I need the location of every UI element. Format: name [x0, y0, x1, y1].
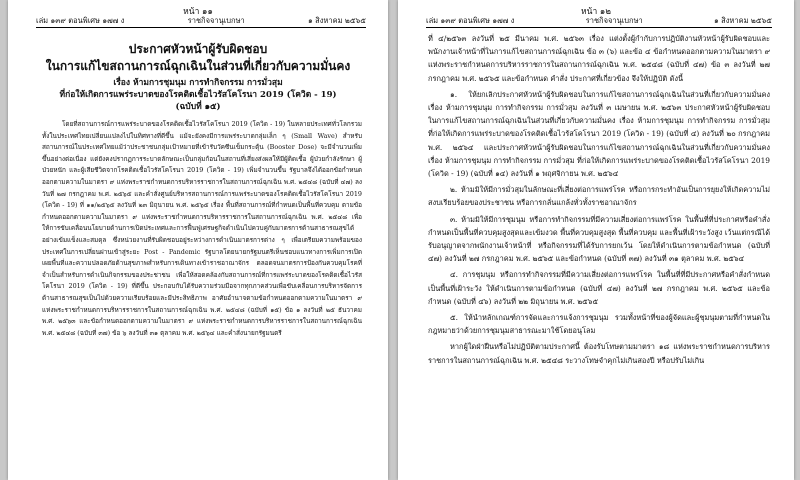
- paragraph: ๔. การชุมนุม หรือการทำกิจกรรมที่มีความเสี่ยงต่อการแพร่โรค ในพื้นที่ที่มีประกาศหรือคำสั่งกำหนดเป็นพื้นที่เฝ้าระวัง ให้ดำเนินการตามข้อกำหนด (ฉบับที่ ๔๗) ลงวันที่ ๒๗ กรกฎาคม พ.ศ. ๒๕๖๕ และข้อกำหนด (ฉบับที่ ๔๖) ลงวันที่ ๒๒ มิถุนายน พ.ศ. ๒๕๖๕: [428, 270, 770, 306]
- header-rule: [36, 27, 366, 28]
- subject-line: เรื่อง ห้ามการชุมนุม การทำกิจกรรม การมั่วสุม: [113, 78, 283, 88]
- paragraph: ๓. ห้ามมิให้มีการชุมนุม หรือการทำกิจกรรมที่มีความเสี่ยงต่อการแพร่โรค ในพื้นที่ที่ประกาศหรือคำสั่งกำหนดเป็นพื้นที่ควบคุมสูงสุดและเข้มงวด พื้นที่ควบคุมสูงสุด พื้นที่ควบคุม และพื้นที่เฝ้าระวังสูง เว้นแต่กรณีได้รับอนุญาตจากพนักงานเจ้าหน้าที่ หรือกิจกรรมที่ได้รับการยกเว้น โดยให้ดำเนินการตามข้อกำหนด (ฉบับที่ ๔๗) ลงวันที่ ๒๗ กรกฎาคม พ.ศ. ๒๕๖๕ และข้อกำหนด (ฉบับที่ ๓๗) ลงวันที่ ๓๑ ตุลาคม พ.ศ. ๒๕๖๔: [428, 214, 770, 264]
- page-number: หน้า ๑๒: [581, 7, 611, 17]
- left-page: [8, 0, 388, 480]
- paragraph: ๕. ให้นำหลักเกณฑ์การจัดและการแจ้งการชุมนุม รวมทั้งหน้าที่ของผู้จัดและผู้ชุมนุมตามที่กำหนดในกฎหมายว่าด้วยการชุมนุมสาธารณะมาใช้โดยอนุโลม: [428, 313, 770, 336]
- publication-date: ๑ สิงหาคม ๒๕๖๕: [714, 16, 772, 25]
- paragraph: หากผู้ใดฝ่าฝืนหรือไม่ปฏิบัติตามประกาศนี้ ต้องรับโทษตามมาตรา ๑๘ แห่งพระราชกำหนดการบริหารราชการในสถานการณ์ฉุกเฉิน พ.ศ. ๒๕๔๘ ระวางโทษจำคุกไม่เกินสองปี หรือปรับไม่เกิน: [428, 342, 770, 365]
- volume-info: เล่ม ๑๓๙ ตอนพิเศษ ๑๗๗ ง: [426, 16, 515, 25]
- announcement-title-line2: ในการแก้ไขสถานการณ์ฉุกเฉินในส่วนที่เกี่ยวกับความมั่นคง: [45, 59, 351, 73]
- paragraph: ๒. ห้ามมิให้มีการมั่วสุมในลักษณะที่เสี่ยงต่อการแพร่โรค หรือการกระทำอันเป็นการยุยงให้เกิดความไม่สงบเรียบร้อยของประชาชน หรือการกลั่นแกล้งทั่วทั้งราชอาณาจักร: [428, 185, 770, 208]
- gazette-name: ราชกิจจานุเบกษา: [585, 16, 643, 25]
- paragraph: ๑. ให้ยกเลิกประกาศหัวหน้าผู้รับผิดชอบในการแก้ไขสถานการณ์ฉุกเฉินในส่วนที่เกี่ยวกับความมั่นคง เรื่อง ห้ามการชุมนุม การทำกิจกรรม การมั่วสุม ลงวันที่ ๓ เมษายน พ.ศ. ๒๕๖๓ ประกาศหัวหน้าผู้รับผิดชอบในการแก้ไขสถานการณ์ฉุกเฉินในส่วนที่เกี่ยวกับความมั่นคง เรื่อง ห้ามการชุมนุม การทำกิจกรรม การมั่วสุม ที่ก่อให้เกิดการแพร่ระบาดของโรคติดเชื้อไวรัสโคโรนา 2019 (โควิด - 19) (ฉบับที่ ๔) ลงวันที่ ๒๐ กรกฎาคม พ.ศ. ๒๕๖๔ และประกาศหัวหน้าผู้รับผิดชอบในการแก้ไขสถานการณ์ฉุกเฉินในส่วนที่เกี่ยวกับความมั่นคง เรื่อง ห้ามการชุมนุม การทำกิจกรรม การมั่วสุม ที่ก่อให้เกิดการแพร่ระบาดของโรคติดเชื้อไวรัสโคโรนา 2019 (โควิด - 19) (ฉบับที่ ๑๔) ลงวันที่ ๑ พฤศจิกายน พ.ศ. ๒๕๖๔: [428, 89, 770, 179]
- paragraph: ที่ ๔/๒๕๖๓ ลงวันที่ ๒๕ มีนาคม พ.ศ. ๒๕๖๓ เรื่อง แต่งตั้งผู้กำกับการปฏิบัติงานหัวหน้าผู้รับผิดชอบและพนักงานเจ้าหน้าที่ในการแก้ไขสถานการณ์ฉุกเฉิน ข้อ ๓ (๖) และข้อ ๔ ข้อกำหนดออกตามความในมาตรา ๙ แห่งพระราชกำหนดการบริหารราชการในสถานการณ์ฉุกเฉิน พ.ศ. ๒๕๔๘ (ฉบับที่ ๔๗) ข้อ ๓ ลงวันที่ ๒๗ กรกฎาคม พ.ศ. ๒๕๖๕ และข้อกำหนด คำสั่ง ประกาศที่เกี่ยวข้อง จึงให้ปฏิบัติ ดังนี้: [428, 34, 770, 83]
- right-page: [398, 0, 794, 480]
- body-text: [42, 119, 362, 339]
- gazette-header: [36, 15, 366, 27]
- body-text: [428, 32, 770, 370]
- subject-line2: ที่ก่อให้เกิดการแพร่ระบาดของโรคติดเชื้อไวรัสโคโรนา 2019 (โควิด - 19): [59, 90, 337, 100]
- volume-info: เล่ม ๑๓๙ ตอนพิเศษ ๑๗๗ ง: [36, 16, 125, 25]
- announcement-title: ประกาศหัวหน้าผู้รับผิดชอบ: [128, 42, 268, 56]
- paragraph: โดยที่สถานการณ์การแพร่ระบาดของโรคติดเชื้อไวรัสโคโรนา 2019 (โควิด - 19) ในหลายประเทศทั่วโลกรวมทั้งในประเทศไทยเปลี่ยนแปลงไปในทิศทางที่ดีขึ้น แม้จะยังคงมีการแพร่ระบาดกลุ่มเล็ก ๆ (Small Wave) สำหรับสถานการณ์ในประเทศไทยแม้ว่าประชาชนกลุ่มเป้าหมายที่เข้ารับวัคซีนเข็มกระตุ้น (Booster Dose) จะมีจำนวนเพิ่มขึ้นอย่างต่อเนื่อง แต่ยังคงปรากฏการระบาดลักษณะเป็นกลุ่มก้อนในสถานที่เสี่ยงส่งผลให้มีผู้ติดเชื้อ ผู้ป่วยกำลังรักษา ผู้ป่วยหนัก และผู้เสียชีวิตจากโรคติดเชื้อไวรัสโคโรนา 2019 (โควิด - 19) เพิ่มจำนวนขึ้น รัฐบาลจึงได้ออกข้อกำหนดออกตามความในมาตรา ๙ แห่งพระราชกำหนดการบริหารราชการในสถานการณ์ฉุกเฉิน พ.ศ. ๒๕๔๘ (ฉบับที่ ๔๗) ลงวันที่ ๒๗ กรกฎาคม พ.ศ. ๒๕๖๕ และคำสั่งศูนย์บริหารสถานการณ์การแพร่ระบาดของโรคติดเชื้อไวรัสโคโรนา 2019 (โควิด - 19) ที่ ๑๑/๒๕๖๕ ลงวันที่ ๒๓ มิถุนายน พ.ศ. ๒๕๖๕ เรื่อง พื้นที่สถานการณ์ที่กำหนดเป็นพื้นที่ควบคุม ตามข้อกำหนดออกตามความในมาตรา ๙ แห่งพระราชกำหนดการบริหารราชการในสถานการณ์ฉุกเฉิน พ.ศ. ๒๕๔๘ เพื่อให้การขับเคลื่อนนโยบายด้านการเปิดประเทศและการฟื้นฟูเศรษฐกิจดำเนินไปควบคู่กับมาตรการด้านสาธารณสุขได้อย่างเข้มแข็งและสมดุล ซึ่งหน่วยงานที่รับผิดชอบอยู่ระหว่างการดำเนินมาตรการต่าง ๆ เพื่อเตรียมความพร้อมของประเทศในการเปลี่ยนผ่านเข้าสู่ระยะ Post - Pandemic รัฐบาลโดยนายกรัฐมนตรีเห็นชอบแนวทางการเพิ่มการเปิดเผยพื้นที่และความปลอดภัยด้านสุขภาพสำหรับการเดินทางเข้าราชอาณาจักร ตลอดจนมาตรการป้องกันควบคุมโรคที่จำเป็นสำหรับการดำเนินกิจกรรมของประชาชน เพื่อให้สอดคล้องกับสถานการณ์ที่การแพร่ระบาดของโรคติดเชื้อไวรัสโคโรนา 2019 (โควิด - 19) ที่ดีขึ้น ประกอบกับได้รับความร่วมมือจากทุกภาคส่วนเพื่อขับเคลื่อนการบริหารจัดการด้านสาธารณสุขเป็นไปด้วยความเรียบร้อยและมีประสิทธิภาพ อาศัยอำนาจตามข้อกำหนดออกตามความในมาตรา ๙ แห่งพระราชกำหนดการบริหารราชการในสถานการณ์ฉุกเฉิน พ.ศ. ๒๕๔๘ (ฉบับที่ ๑๕) ข้อ ๑ ลงวันที่ ๒๕ ธันวาคม พ.ศ. ๒๕๖๓ และข้อกำหนดออกตามความในมาตรา ๙ แห่งพระราชกำหนดการบริหารราชการในสถานการณ์ฉุกเฉิน พ.ศ. ๒๕๔๘ (ฉบับที่ ๓๗) ข้อ ๖ ลงวันที่ ๓๑ ตุลาคม พ.ศ. ๒๕๖๔ และคำสั่งนายกรัฐมนตรี: [42, 120, 362, 337]
- publication-date: ๑ สิงหาคม ๒๕๖๕: [308, 16, 366, 25]
- gazette-header: [426, 15, 772, 27]
- page-number: หน้า ๑๑: [183, 7, 213, 17]
- gazette-name: ราชกิจจานุเบกษา: [187, 16, 245, 25]
- issue-number: (ฉบับที่ ๑๕): [175, 102, 221, 112]
- header-rule: [426, 27, 772, 28]
